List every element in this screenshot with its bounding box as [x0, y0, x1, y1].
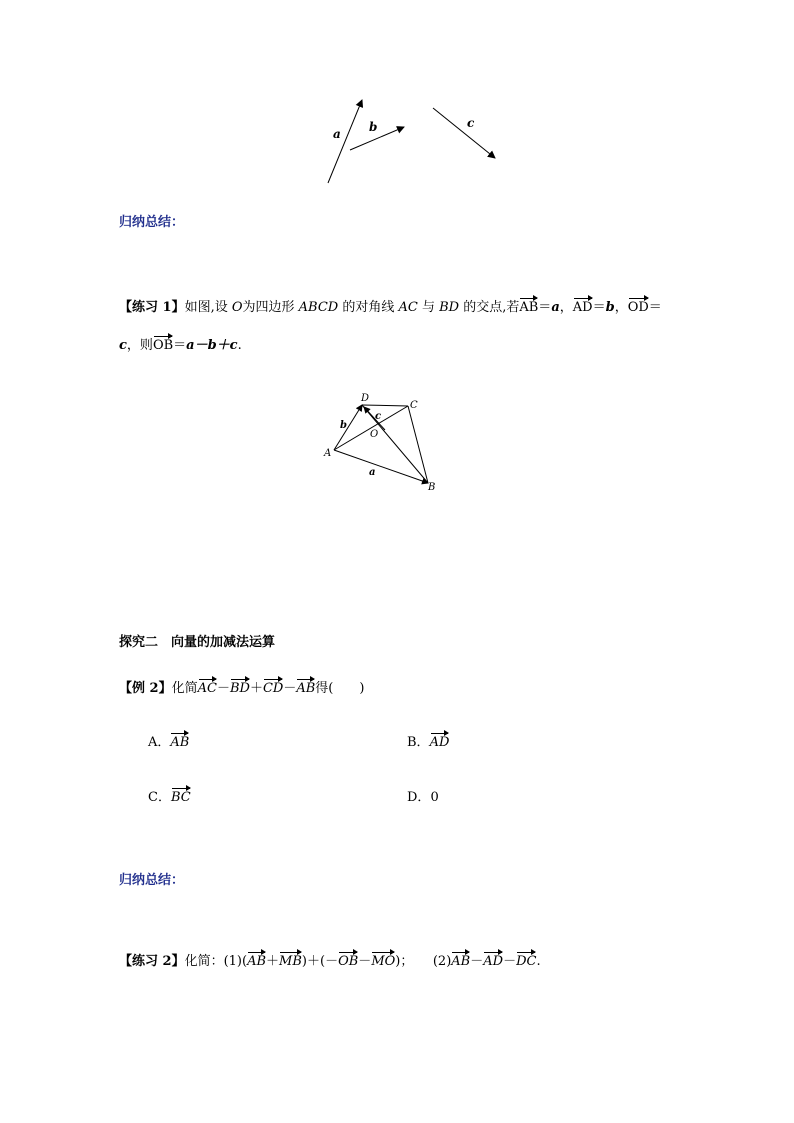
- vector-a-label: a: [333, 127, 341, 141]
- label-b: b: [340, 420, 347, 431]
- vector-c-label: c: [467, 116, 475, 130]
- vertex-c-label: C: [410, 400, 418, 411]
- example-2-text: 化简: [171, 681, 198, 696]
- operator: ＋: [266, 954, 280, 969]
- comma: ，: [614, 300, 628, 315]
- exercise-2-text: )； (2): [395, 954, 452, 969]
- vector-ab: AB: [451, 954, 471, 969]
- vector-c-line: [433, 108, 495, 158]
- vector-ab: AB: [247, 954, 267, 969]
- option-d[interactable]: [407, 786, 439, 805]
- vector-od: OD: [627, 300, 649, 315]
- exercise-1-text: 为四边形: [242, 300, 299, 315]
- option-c-vector: BC: [170, 790, 191, 805]
- vector-ab: AB: [296, 681, 316, 696]
- option-a[interactable]: [148, 731, 189, 750]
- equals-sign: ＝: [648, 300, 662, 315]
- summary-heading-2: 归纳总结：: [119, 873, 185, 888]
- example-2-question: [119, 677, 364, 696]
- answer-expression: a－b＋c: [186, 338, 238, 353]
- exercise-1-tag: 【练习 1】: [119, 300, 185, 315]
- summary-heading-1: 归纳总结：: [119, 215, 185, 230]
- exercise-2-text: .: [536, 954, 541, 969]
- symbol-c: c: [119, 338, 127, 353]
- exercise-2-line: [119, 950, 541, 969]
- quad-abcd: ABCD: [298, 300, 339, 315]
- comma: ，: [559, 300, 573, 315]
- label-c: c: [375, 411, 382, 422]
- point-o-label: O: [370, 429, 379, 440]
- vector-ob: OB: [338, 954, 359, 969]
- vector-bd: BD: [229, 681, 250, 696]
- symbol-a: a: [551, 300, 560, 315]
- vector-b-label: b: [369, 120, 378, 134]
- option-c-label: C．: [148, 790, 171, 805]
- side-dc: [362, 405, 408, 406]
- vector-ac: AC: [197, 681, 217, 696]
- vector-a-line: [328, 100, 362, 183]
- vector-cd: CD: [262, 681, 284, 696]
- vertex-b-label: B: [428, 482, 436, 493]
- exercise-2-text: )＋(－: [301, 954, 339, 969]
- section-2-title: 探究二 向量的加减法运算: [119, 635, 276, 650]
- symbol-b: b: [605, 300, 615, 315]
- label-a: a: [369, 467, 376, 478]
- exercise-1-line-1: [119, 296, 662, 315]
- vector-mb: MB: [279, 954, 302, 969]
- operator: －: [358, 954, 372, 969]
- point-o: O: [231, 300, 243, 315]
- exercise-1-text: 与: [417, 300, 440, 315]
- option-c[interactable]: [148, 786, 191, 805]
- example-2-text: 得( ): [315, 681, 365, 696]
- quadrilateral-figure: [318, 388, 448, 493]
- exercise-2-text: 化简：(1)(: [184, 954, 248, 969]
- option-a-label: A．: [148, 735, 171, 750]
- operator: －: [470, 954, 484, 969]
- equals-sign: ＝: [592, 300, 606, 315]
- exercise-1-text: ，则: [126, 338, 153, 353]
- option-d-value: 0: [430, 790, 439, 805]
- operator: ＋: [249, 681, 263, 696]
- equals-sign: ＝: [538, 300, 552, 315]
- vertex-d-label: D: [361, 393, 370, 404]
- diagonal-bd: BD: [439, 300, 460, 315]
- example-2-tag: 【例 2】: [119, 681, 172, 696]
- operator: －: [503, 954, 517, 969]
- operator: －: [283, 681, 297, 696]
- vector-ob: OB: [152, 338, 174, 353]
- option-a-vector: AB: [170, 735, 190, 750]
- period: .: [237, 338, 242, 353]
- diagonal-ac: AC: [398, 300, 418, 315]
- vector-ab: AB: [519, 300, 539, 315]
- equals-sign: ＝: [173, 338, 187, 353]
- exercise-1-text: 的对角线: [338, 300, 399, 315]
- option-b-label: B．: [407, 735, 430, 750]
- option-d-label: D．: [407, 790, 431, 805]
- operator: －: [216, 681, 230, 696]
- vector-dc: DC: [516, 954, 537, 969]
- vector-ad: AD: [483, 954, 504, 969]
- exercise-2-tag: 【练习 2】: [119, 954, 185, 969]
- side-ad: [334, 405, 362, 450]
- option-b-vector: AD: [429, 735, 450, 750]
- exercise-1-text: 如图,设: [184, 300, 232, 315]
- vertex-a-label: A: [324, 448, 332, 459]
- exercise-1-line-2: [119, 334, 242, 353]
- vectors-figure: [300, 90, 520, 190]
- exercise-1-text: 的交点,若: [459, 300, 520, 315]
- option-b[interactable]: [407, 731, 449, 750]
- vector-mo: MO: [371, 954, 396, 969]
- vector-ad: AD: [572, 300, 593, 315]
